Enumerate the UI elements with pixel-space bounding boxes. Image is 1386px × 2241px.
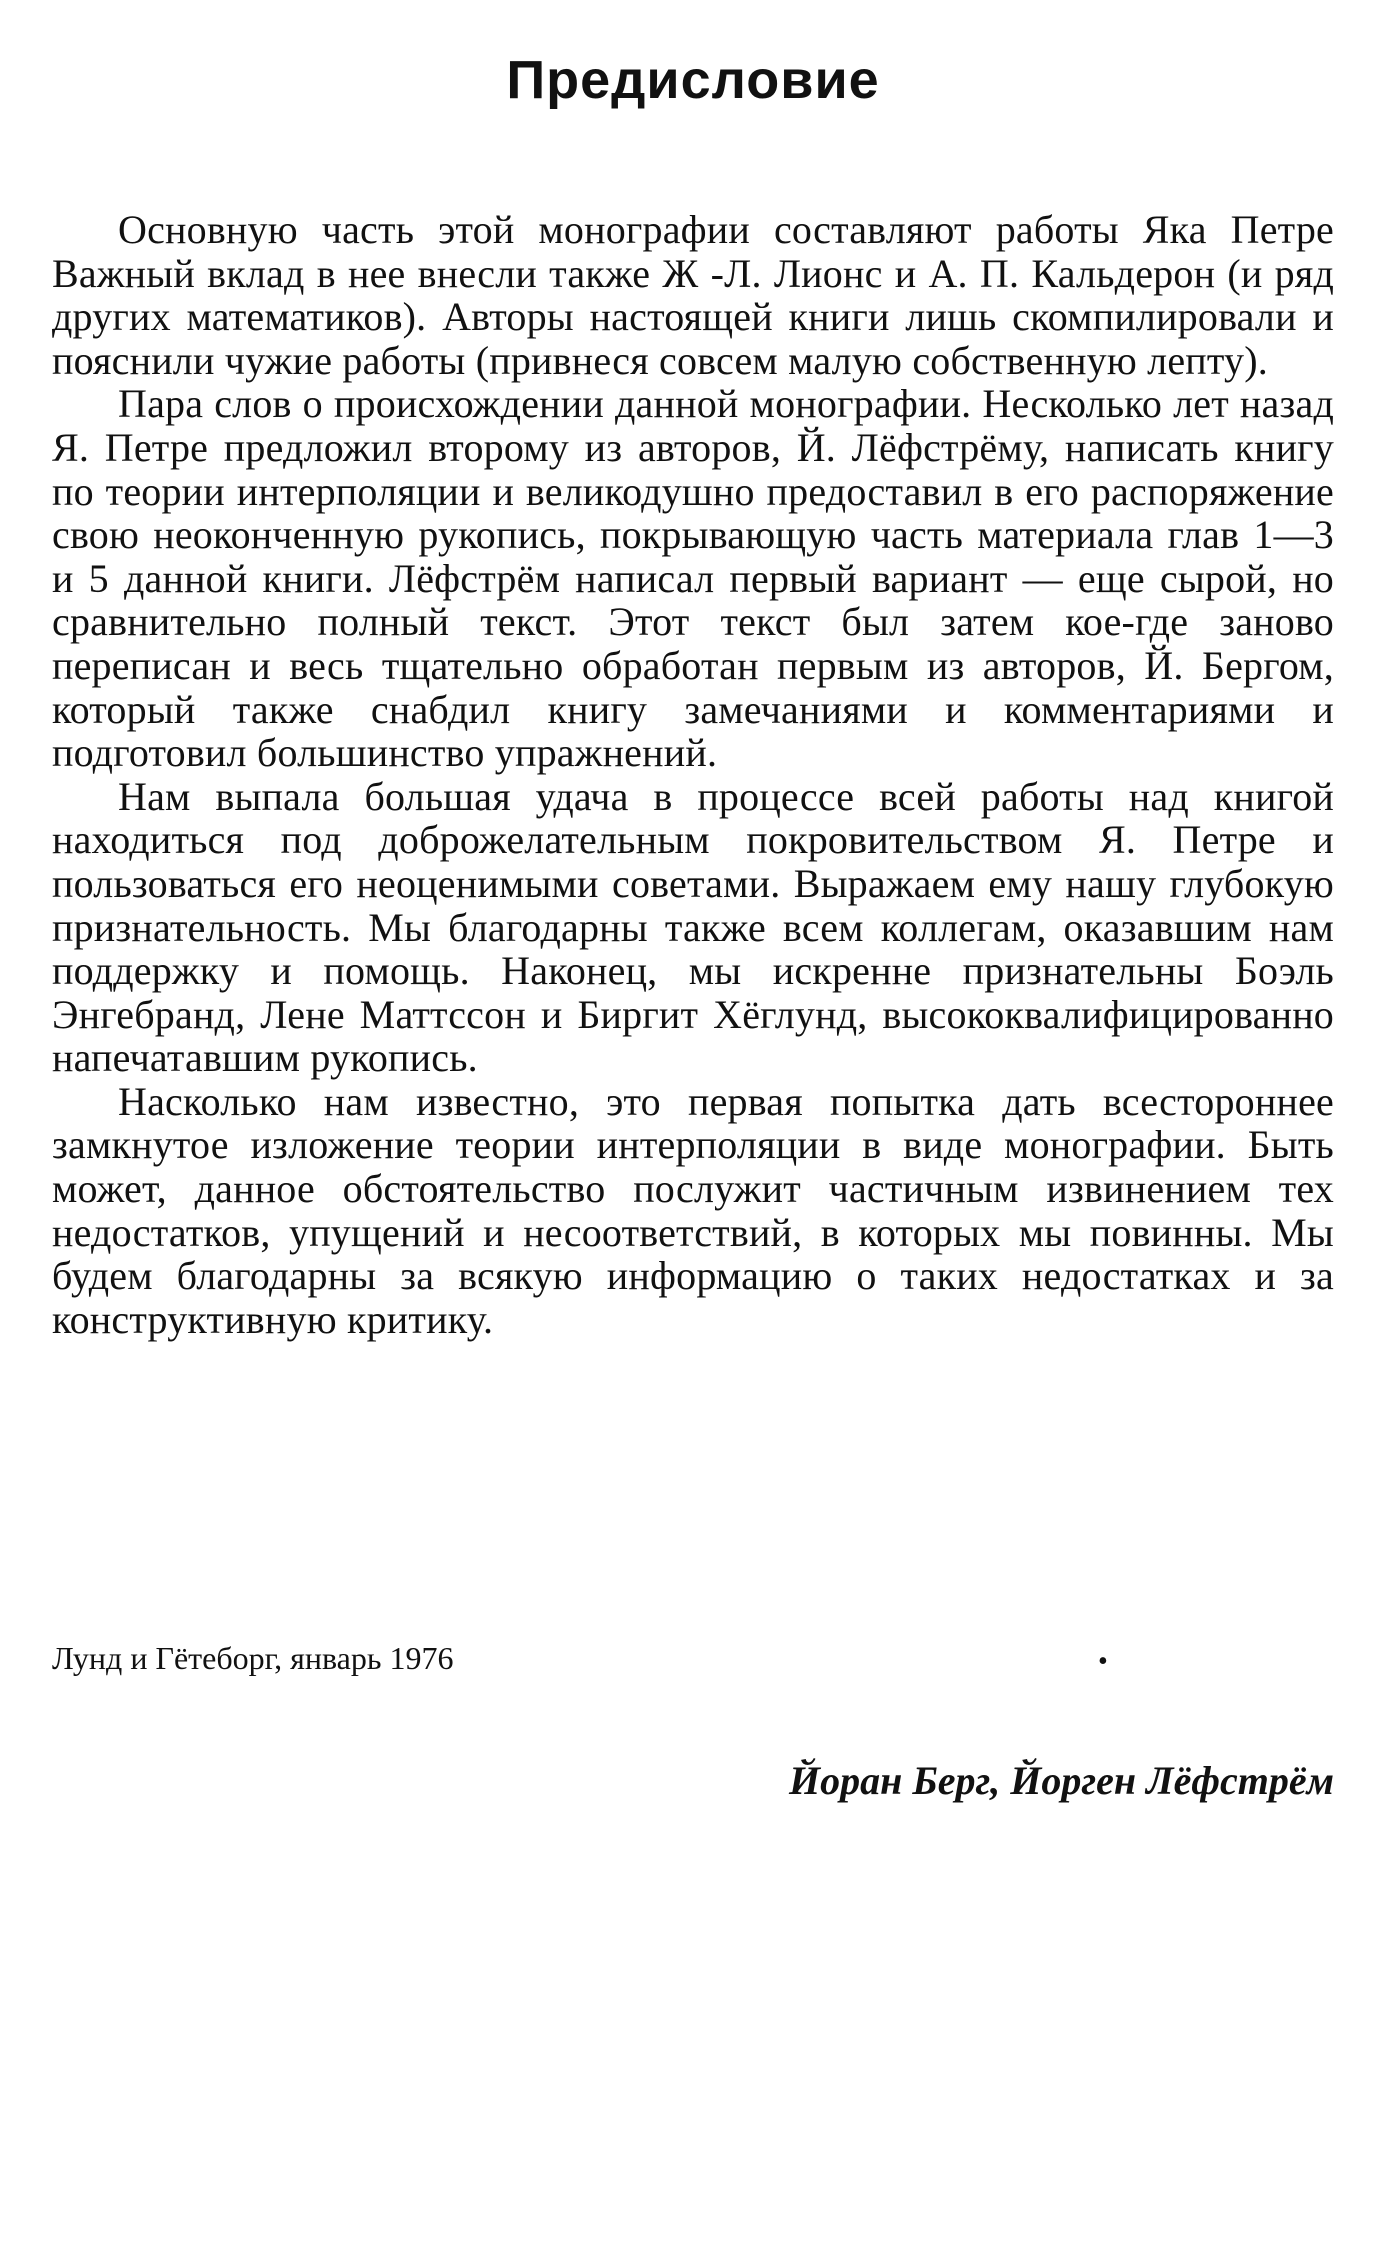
preface-body — [52, 208, 1334, 1341]
page-title: Предисловие — [506, 50, 880, 110]
paragraph-1: Основную часть этой монографии составляют работы Яка Петре Важный вклад в нее внесли также Ж -Л. Лионс и А. П. Кальдерон (и ряд других математиков). Авторы настоящей книги лишь скомпилировали и пояснили чужие работы (привнеся совсем малую собственную лепту). — [52, 207, 1334, 383]
authors-signature: Йоран Берг, Йорген Лёфстрём — [789, 1758, 1334, 1803]
paragraph-4: Насколько нам известно, это первая попытка дать всестороннее замкнутое изложение теории интерполяции в виде монографии. Быть может, данное обстоятельство послужит частичным извинением тех недостатков, упущений и несоответствий, в которых мы повинны. Мы будем благодарны за всякую информацию о таких недостатках и за конструктивную критику. — [52, 1078, 1334, 1342]
stray-dot: • — [1098, 1646, 1108, 1677]
place-and-date: Лунд и Гётеборг, январь 1976 — [52, 1640, 454, 1676]
paragraph-2: Пара слов о происхождении данной монографии. Несколько лет назад Я. Петре предложил второму из авторов, Й. Лёфстрёму, написать книгу по теории интерполяции и великодушно предоставил в его распоряжение свою неоконченную рукопись, покрывающую часть материала глав 1—3 и 5 данной книги. Лёфстрём написал первый вариант — еще сырой, но сравнительно полный текст. Этот текст был затем кое-где заново переписан и весь тщательно обработан первым из авторов, Й. Бергом, который также снабдил книгу замечаниями и комментариями и подготовил большинство упражнений. — [52, 381, 1334, 776]
document-page — [52, 0, 1334, 2241]
paragraph-3: Нам выпала большая удача в процессе всей работы над книгой находиться под доброжелательным покровительством Я. Петре и пользоваться его неоценимыми советами. Выражаем ему нашу глубокую признательность. Мы благодарны также всем коллегам, оказавшим нам поддержку и помощь. Наконец, мы искренне признательны Боэль Энгебранд, Лене Маттсcон и Биргит Хёглунд, высококвалифицированно напечатавшим рукопись. — [52, 773, 1334, 1081]
